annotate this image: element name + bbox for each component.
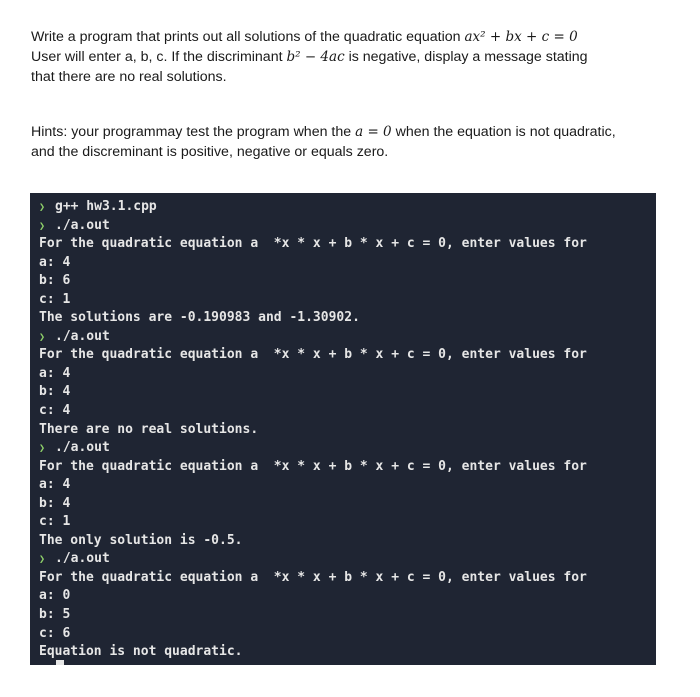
question-line-2-post: is negative, display a message stating	[348, 49, 588, 65]
question-line-2-pre: User will enter a, b, c. If the discriminant	[31, 49, 283, 65]
terminal-line-text: b: 5	[39, 607, 71, 623]
terminal-output-line	[39, 643, 587, 662]
prompt-chevron-icon: ❯	[39, 554, 46, 566]
a-equals-zero: a = 0	[355, 124, 392, 140]
terminal-line-text: ./a.out	[55, 328, 110, 344]
terminal-output-line	[39, 254, 587, 273]
terminal-output-line	[39, 402, 587, 421]
terminal-line-text: g++ hw3.1.cpp	[55, 199, 157, 214]
terminal-window[interactable]	[30, 193, 656, 665]
terminal-output-line	[39, 532, 587, 551]
question-line-1-text: Write a program that prints out all solutions of the quadratic equation	[31, 29, 461, 45]
terminal-line-text: b: 4	[39, 495, 71, 511]
terminal-line-text: a: 4	[39, 477, 71, 493]
terminal-line-text: ./a.out	[55, 551, 110, 567]
terminal-output-line	[39, 346, 587, 365]
terminal-output-line	[39, 365, 587, 384]
terminal-line-text: a: 0	[39, 588, 71, 604]
terminal-command-line	[39, 439, 587, 458]
terminal-command-line	[39, 217, 587, 236]
terminal-output-line	[39, 235, 587, 254]
terminal-output-line	[39, 513, 587, 532]
terminal-output-line	[39, 587, 587, 606]
prompt-chevron-icon: ❯	[39, 220, 46, 232]
terminal-line-text: c: 4	[39, 403, 71, 419]
terminal-line-text: a: 4	[39, 254, 71, 270]
terminal-output-line	[39, 291, 587, 310]
terminal-output-line	[39, 458, 587, 477]
terminal-line-text: The only solution is -0.5.	[39, 532, 243, 548]
discriminant-expression: b² − 4ac	[286, 49, 345, 65]
question-paragraph	[31, 27, 588, 87]
prompt-chevron-icon: ❯	[39, 331, 46, 343]
hints-line-1	[31, 122, 616, 142]
terminal-line-text: b: 4	[39, 384, 71, 400]
terminal-line-text: a: 4	[39, 365, 71, 381]
terminal-output-line	[39, 606, 587, 625]
terminal-line-text: The solutions are -0.190983 and -1.30902.	[39, 310, 360, 326]
hints-line-2: and the discreminant is positive, negative or equals zero.	[31, 144, 389, 160]
hints-paragraph	[31, 122, 616, 162]
terminal-line-text: For the quadratic equation a *x * x + b * x + c = 0, enter values for	[39, 458, 587, 474]
prompt-chevron-icon: ❯	[39, 202, 46, 213]
terminal-command-line	[39, 328, 587, 347]
terminal-output-line	[39, 569, 587, 588]
question-line-1	[31, 27, 588, 47]
terminal-line-text: b: 6	[39, 273, 71, 289]
terminal-output-line	[39, 383, 587, 402]
terminal-command-line	[39, 198, 587, 217]
terminal-output-line	[39, 421, 587, 440]
terminal-line-text: c: 1	[39, 514, 71, 530]
question-line-2	[31, 47, 588, 67]
prompt-chevron-icon: ❯	[39, 443, 46, 455]
terminal-output-line	[39, 625, 587, 644]
hints-line-1-pre: Hints: your programmay test the program when the	[31, 124, 352, 140]
terminal-output-line	[39, 309, 587, 328]
terminal-line-text: c: 6	[39, 625, 71, 641]
terminal-line-text: Equation is not quadratic.	[39, 644, 243, 660]
terminal-line-text: For the quadratic equation a *x * x + b * x + c = 0, enter values for	[39, 236, 587, 252]
terminal-output-line	[39, 495, 587, 514]
terminal-cursor	[56, 660, 64, 665]
terminal-line-text: ./a.out	[55, 440, 110, 456]
terminal-output	[39, 198, 587, 662]
terminal-output-line	[39, 272, 587, 291]
terminal-output-line	[39, 476, 587, 495]
terminal-line-text: For the quadratic equation a *x * x + b * x + c = 0, enter values for	[39, 569, 587, 585]
terminal-line-text: c: 1	[39, 291, 71, 307]
terminal-line-text: There are no real solutions.	[39, 421, 259, 437]
quadratic-equation: ax² + bx + c = 0	[464, 29, 578, 45]
terminal-line-text: ./a.out	[55, 217, 110, 233]
question-line-3: that there are no real solutions.	[31, 69, 227, 85]
hints-line-1-post: when the equation is not quadratic,	[395, 124, 616, 140]
terminal-line-text: For the quadratic equation a *x * x + b * x + c = 0, enter values for	[39, 347, 587, 363]
terminal-command-line	[39, 550, 587, 569]
